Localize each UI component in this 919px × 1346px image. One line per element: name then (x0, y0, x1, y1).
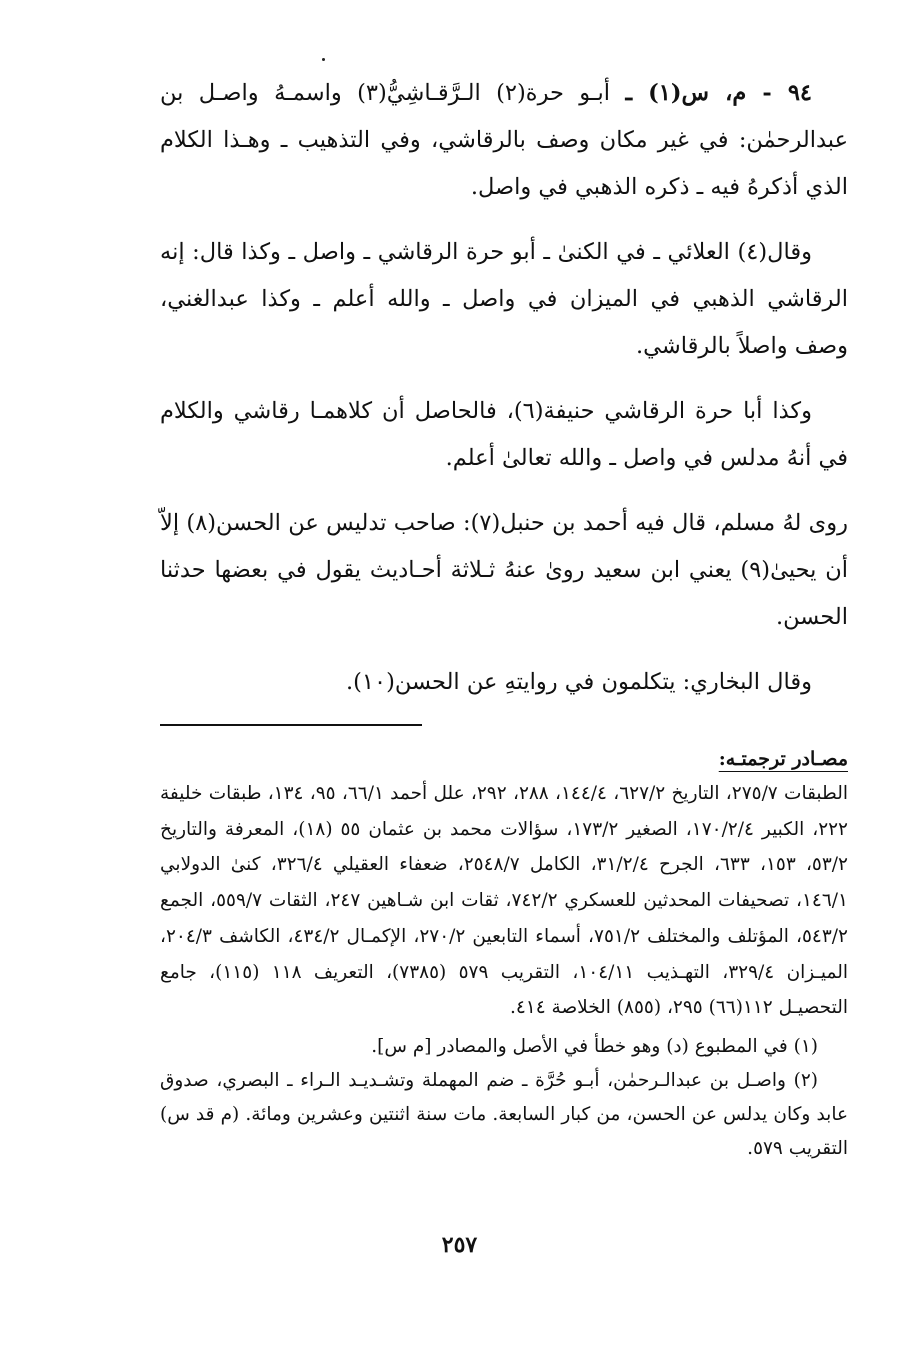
page-content (160, 70, 848, 1166)
sources-section (160, 748, 848, 1026)
footnote-separator (160, 724, 422, 726)
main-text (160, 70, 848, 706)
sources-body: الطبقات ٢٧٥/٧، التاريخ ٦٢٧/٢، ١٤٤/٤، ٢٨٨، ٢٩٢، علل أحمد ٦٦/١، ٩٥، ١٣٤، طبقات خليفة ٢٢٢، الكبير ١٧٠/٢/٤، الصغير ١٧٣/٢، سؤالات محمد بن عثمان ٥٥ (١٨)، المعرفة والتاريخ ٥٣/٢، ١٥٣، ٦٣٣، الجرح ٣١/٢/٤، الكامل ٢٥٤٨/٧، ضعفاء العقيلي ٣٢٦/٤، كنىٰ الدولابي ١٤٦/١، تصحيفات المحدثين للعسكري ٧٤٢/٢، ثقات ابن شـاهين ٢٤٧، الثقات ٥٥٩/٧، الجمع ٥٤٣/٢، المؤتلف والمختلف ٧٥١/٢، أسماء التابعين ٢٧٠/٢، الإكمـال ٤٣٤/٢، الكاشف ٢٠٤/٣، الميـزان ٣٢٩/٤، التهـذيب ١٠٤/١١، التقريب ٥٧٩ (٧٣٨٥)، التعريف ١١٨ (١١٥)، جامع التحصيـل ١١٢(٦٦) ٢٩٥، (٨٥٥) الخلاصة ٤١٤. (160, 783, 848, 1019)
ink-dot (322, 58, 325, 61)
entry-heading: ٩٤ - م، س(١) ـ (625, 80, 812, 106)
footnotes (160, 1030, 848, 1166)
paragraph-2: وقال(٤) العلائي ـ في الكنىٰ ـ أبو حرة الرقاشي ـ واصل ـ وكذا قال: إنه الرقاشي الذهبي في الميزان في واصل ـ والله أعلم ـ وكذا عبدالغني، وصف واصلاً بالرقاشي. (160, 239, 848, 359)
paragraph-5: وقال البخاري: يتكلمون في روايتهِ عن الحسن(١٠). (345, 669, 812, 695)
page-number: ٢٥٧ (441, 1232, 478, 1258)
footnote-1: (١) في المطبوع (د) وهو خطأ في الأصل والمصادر [م س]. (371, 1035, 818, 1057)
footnote-2: (٢) واصـل بن عبدالـرحمٰن، أبـو حُرَّة ـ ضم المهملة وتشـديـد الـراء ـ البصري، صدوق عابد وكان يدلس عن الحسن، من كبار السابعة. مات سنة اثنتين وعشرين ومائة. (م قد س) التقريب ٥٧٩. (160, 1069, 848, 1159)
paragraph-4: روى لهُ مسلم، قال فيه أحمد بن حنبل(٧): صاحب تدليس عن الحسن(٨) إلاّ أن يحيىٰ(٩) يعني ابن سعيد روىٰ عنهُ ثـلاثة أحـاديث يقول في بعضها حدثنا الحسن. (160, 510, 849, 630)
paragraph-1-text: أبـو حرة(٢) الـرَّقـاشِيُّ(٣) واسمـهُ واصـل بن عبدالرحمٰن: في غير مكان وصف بالرقاشي، وفي التذهيب ـ وهـذا الكلام الذي أذكرهُ فيه ـ ذكره الذهبي في واصل. (160, 80, 848, 200)
paragraph-1 (160, 70, 848, 211)
sources-title: مصـادر ترجمتـه: (718, 748, 848, 770)
paragraph-3: وكذا أبا حرة الرقاشي حنيفة(٦)، فالحاصل أن كلاهمـا رقاشي والكلام في أنهُ مدلس في واصل ـ والله تعالىٰ أعلم. (160, 398, 848, 471)
